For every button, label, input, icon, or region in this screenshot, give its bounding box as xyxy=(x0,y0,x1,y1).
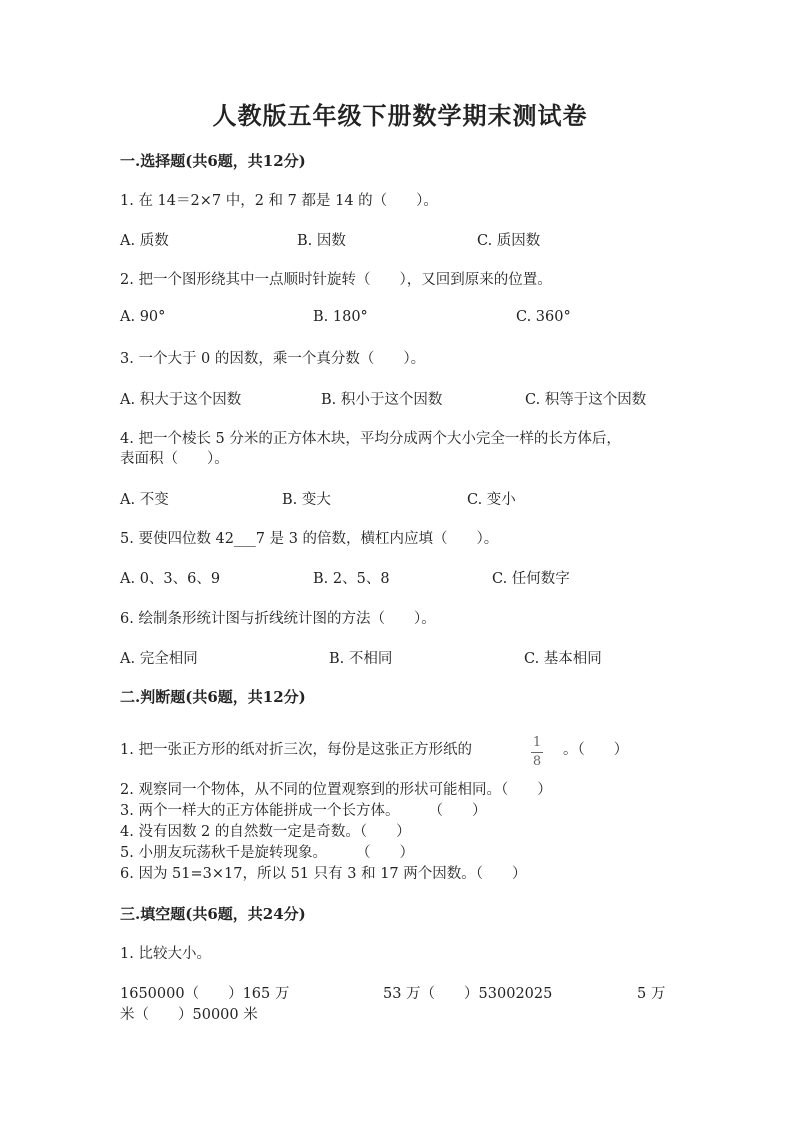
option-1-2-a: A. 90° xyxy=(120,309,166,325)
judge-1-text: 1. 把一张正方形的纸对折三次，每份是这张正方形纸的 xyxy=(120,742,472,758)
page-title: 人教版五年级下册数学期末测试卷 xyxy=(212,101,588,130)
option-1-4-a: A. 不变 xyxy=(120,492,169,508)
question-1-2: 2. 把一个图形绕其中一点顺时针旋转（ ），又回到原来的位置。 xyxy=(120,272,552,288)
option-1-5-b: B. 2、5、8 xyxy=(313,571,390,587)
question-1-1: 1. 在 14＝2×7 中，2 和 7 都是 14 的（ ）。 xyxy=(120,193,438,209)
question-1-4-line2: 表面积（ ）。 xyxy=(120,451,229,467)
option-1-3-c: C. 积等于这个因数 xyxy=(525,392,647,408)
compare-2: 53 万（ ）53002025 xyxy=(383,986,553,1002)
option-1-1-a: A. 质数 xyxy=(120,233,169,249)
option-1-5-c: C. 任何数字 xyxy=(492,571,570,587)
judge-3: 3. 两个一样大的正方体能拼成一个长方体。 （ ） xyxy=(120,803,487,819)
question-1-4-line1: 4. 把一个棱长 5 分米的正方体木块，平均分成两个大小完全一样的长方体后， xyxy=(120,431,621,447)
section-heading-judge: 二.判断题(共6题，共12分) xyxy=(120,688,306,706)
compare-1: 1650000（ ）165 万 xyxy=(120,986,290,1002)
fraction-numerator: 1 xyxy=(532,735,542,750)
option-1-1-b: B. 因数 xyxy=(297,233,346,249)
compare-3-end: 米（ ）50000 米 xyxy=(120,1007,258,1023)
option-1-6-c: C. 基本相同 xyxy=(524,651,602,667)
fraction-one-eighth xyxy=(531,731,543,770)
question-1-5: 5. 要使四位数 42___7 是 3 的倍数，横杠内应填（ ）。 xyxy=(120,531,499,547)
option-1-5-a: A. 0、3、6、9 xyxy=(120,571,221,587)
option-1-4-b: B. 变大 xyxy=(282,492,331,508)
section-heading-fill: 三.填空题(共6题，共24分) xyxy=(120,905,306,923)
option-1-1-c: C. 质因数 xyxy=(477,233,541,249)
option-1-3-b: B. 积小于这个因数 xyxy=(321,392,443,408)
question-1-6: 6. 绘制条形统计图与折线统计图的方法（ ）。 xyxy=(120,611,436,627)
option-1-3-a: A. 积大于这个因数 xyxy=(120,392,242,408)
fill-1: 1. 比较大小。 xyxy=(120,946,211,962)
judge-2: 2. 观察同一个物体，从不同的位置观察到的形状可能相同。（ ） xyxy=(120,782,552,798)
fraction-denominator: 8 xyxy=(532,754,542,769)
option-1-2-b: B. 180° xyxy=(313,309,368,325)
fraction-bar xyxy=(531,752,543,753)
option-1-4-c: C. 变小 xyxy=(467,492,516,508)
option-1-2-c: C. 360° xyxy=(516,309,571,325)
judge-6: 6. 因为 51=3×17，所以 51 只有 3 和 17 两个因数。（ ） xyxy=(120,866,527,882)
judge-4: 4. 没有因数 2 的自然数一定是奇数。（ ） xyxy=(120,824,411,840)
compare-3-start: 5 万 xyxy=(637,986,666,1002)
option-1-6-a: A. 完全相同 xyxy=(120,651,198,667)
section-heading-choice: 一.选择题(共6题，共12分) xyxy=(120,152,306,170)
judge-1-blank: 。（ ） xyxy=(563,742,629,758)
question-1-3: 3. 一个大于 0 的因数，乘一个真分数（ ）。 xyxy=(120,351,426,367)
judge-5: 5. 小朋友玩荡秋千是旋转现象。 （ ） xyxy=(120,845,414,861)
option-1-6-b: B. 不相同 xyxy=(329,651,393,667)
